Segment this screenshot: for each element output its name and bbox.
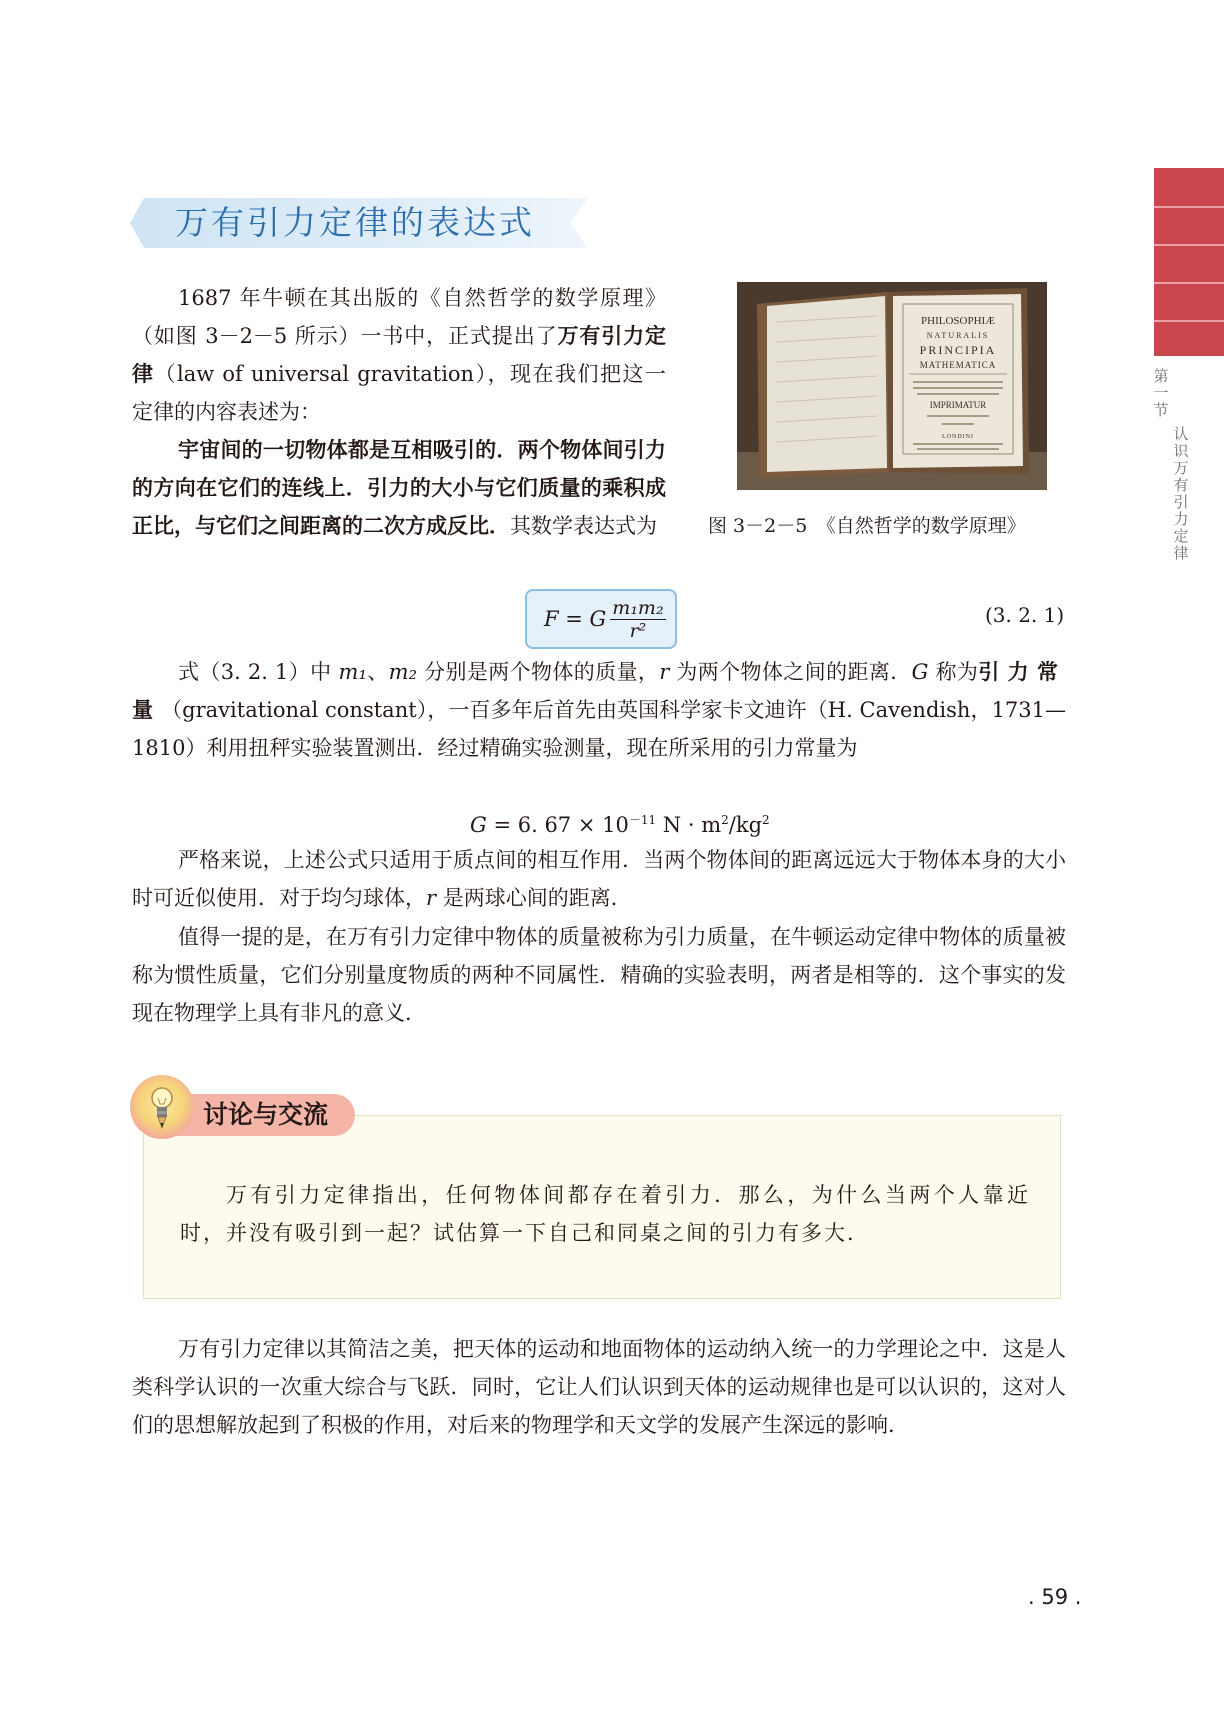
book-title-line-4: MATHEMATICA [919,360,997,370]
constant-paragraph: 式（3. 2. 1）中 m₁、m₂ 分别是两个物体的质量，r 为两个物体之间的距离．G 称为引力常量（gravitational constant），一百多年后首先由英国科学家卡文迪许（H. Cavendish，1731—1810）利用扭秤实验装置测出．经过精确实验测量，现在所采用的引力常量为 [132,660,1067,760]
side-section-title: 认识万有引力定律 [1173,425,1189,562]
mass-paragraph: 值得一提的是，在万有引力定律中物体的质量被称为引力质量，在牛顿运动定律中物体的质量被称为惯性质量，它们分别量度物质的两种不同属性．精确的实验表明，两者是相等的．这个事实的发现在物理学上具有非凡的意义． [132,925,1066,1025]
conclusion-paragraph: 万有引力定律以其简洁之美，把天体的运动和地面物体的运动纳入统一的力学理论之中．这是人类科学认识的一次重大综合与飞跃．同时，它让人们认识到天体的运动规律也是可以认识的，这对人们的思想解放起到了积极的作用，对后来的物理学和天文学的发展产生深远的影响． [132,1337,1066,1437]
law-statement: 宇宙间的一切物体都是互相吸引的．两个物体间引力的方向在它们的连线上．引力的大小与它们质量的乘积成正比，与它们之间距离的二次方成反比．其数学表达式为 [132,438,666,538]
formula-denominator: r² [629,619,647,642]
principia-book-photo [737,282,1047,490]
intro-paragraph: 1687 年牛顿在其出版的《自然哲学的数学原理》（如图 3－2－5 所示）一书中，正式提出了万有引力定律（law of universal gravitation），现在我们把这一定律的内容表述为： [132,286,667,424]
lightbulb-icon [146,1084,178,1132]
chapter-side-tab [1154,168,1224,356]
discussion-label: 讨论与交流 [203,1100,329,1129]
applicability-paragraph: 严格来说，上述公式只适用于质点间的相互作用．当两个物体间的距离远远大于物体本身的大小时可近似使用．对于均匀球体，r 是两球心间的距离． [132,848,1066,910]
formula-lhs: F = G [544,607,607,631]
book-title-line-1: PHILOSOPHIÆ [921,315,995,327]
book-imprimatur: IMPRIMATUR [929,400,987,410]
figure-caption: 图 3－2－5 《自然哲学的数学原理》 [708,515,1026,537]
book-title-line-2: NATURALIS [926,331,990,340]
discussion-text: 万有引力定律指出，任何物体间都存在着引力．那么，为什么当两个人靠近时，并没有吸引到一起？试估算一下自己和同桌之间的引力有多大． [180,1183,1030,1245]
gravitational-constant-value: G = 6. $67 \times 10^{-11}$ $N \cdot m^2/kg^2$ [470,813,770,837]
page-number: . 59 . [1028,1585,1082,1609]
formula-number: (3. 2. 1) [985,603,1065,627]
gravitation-formula [544,596,666,642]
book-imprint: LONDINI [942,434,974,440]
side-section-label: 第一节 [1153,367,1169,419]
principia-book-image [737,282,1047,490]
section-heading: 万有引力定律的表达式 [175,203,535,242]
formula-numerator: m₁m₂ [612,596,664,619]
formula-fraction [610,597,665,642]
book-title-line-3: PRINCIPIA [919,343,997,357]
